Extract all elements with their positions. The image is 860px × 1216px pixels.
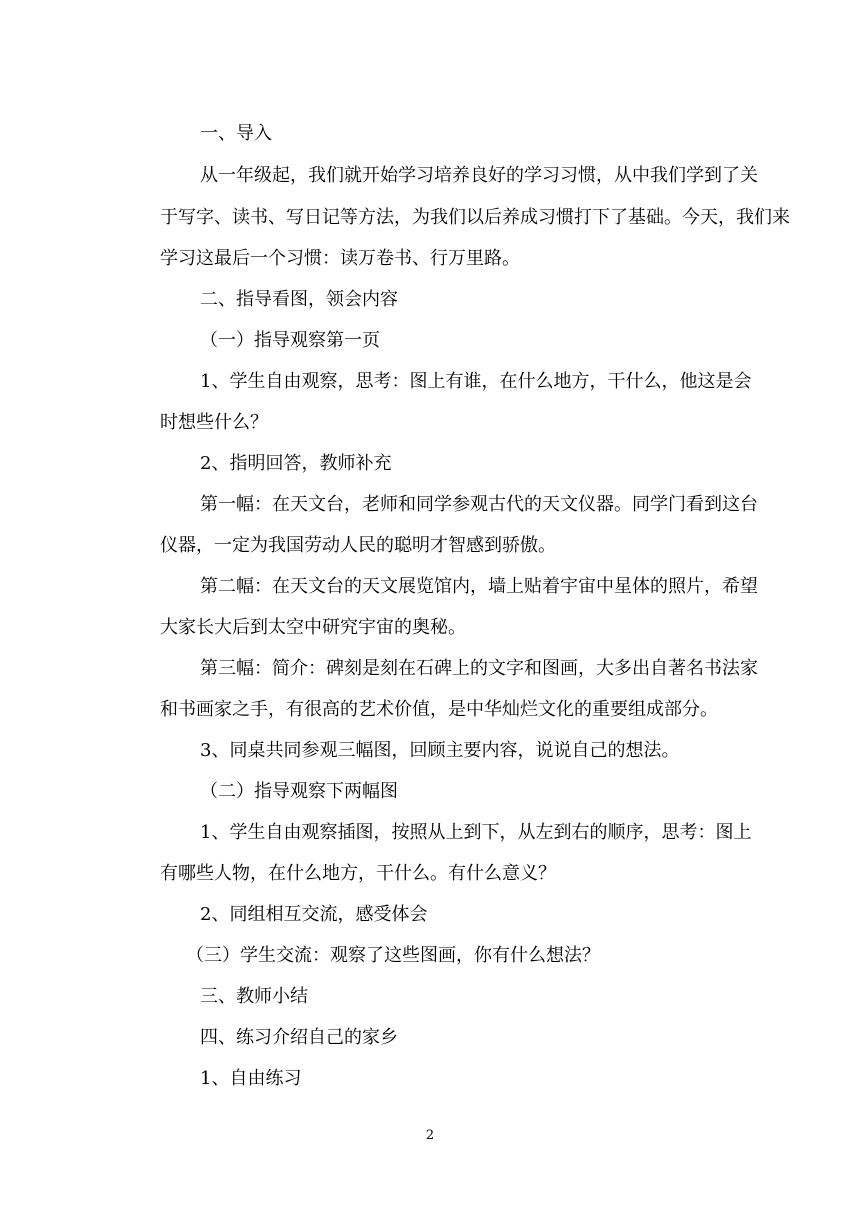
paragraph-line: 2、指明回答，教师补充	[200, 453, 392, 474]
paragraph-line: 学习这最后一个习惯：读万卷书、行万里路。	[160, 248, 520, 269]
paragraph-line: 于写字、读书、写日记等方法，为我们以后养成习惯打下了基础。今天，我们来	[160, 207, 790, 228]
paragraph-line: 大家长大后到太空中研究宇宙的奥秘。	[160, 617, 466, 638]
paragraph-line: 3、同桌共同参观三幅图，回顾主要内容，说说自己的想法。	[200, 740, 680, 761]
paragraph-line: 1、学生自由观察插图，按照从上到下，从左到右的顺序，思考：图上	[200, 822, 752, 843]
paragraph-line: 和书画家之手，有很高的艺术价值，是中华灿烂文化的重要组成部分。	[160, 699, 718, 720]
paragraph-line: 有哪些人物，在什么地方，干什么。有什么意义？	[160, 863, 556, 884]
page-number: 2	[425, 1128, 435, 1143]
paragraph-line: 第一幅：在天文台，老师和同学参观古代的天文仪器。同学门看到这台	[200, 494, 758, 515]
paragraph-line: 第二幅：在天文台的天文展览馆内，墙上贴着宇宙中星体的照片，希望	[200, 576, 758, 597]
heading-intro: 一、导入	[200, 123, 272, 144]
paragraph-line: 从一年级起，我们就开始学习培养良好的学习习惯，从中我们学到了关	[200, 165, 758, 186]
heading-summary: 三、教师小结	[200, 986, 308, 1007]
heading-practice: 四、练习介绍自己的家乡	[200, 1027, 398, 1048]
paragraph-line: 1、学生自由观察，思考：图上有谁，在什么地方，干什么，他这是会	[200, 371, 752, 392]
paragraph-line: 时想些什么？	[160, 412, 268, 433]
paragraph-line: 第三幅：简介：碑刻是刻在石碑上的文字和图画，大多出自著名书法家	[200, 658, 758, 679]
subheading-second: （二）指导观察下两幅图	[200, 781, 398, 802]
paragraph-line: 仪器，一定为我国劳动人民的聪明才智感到骄傲。	[160, 535, 556, 556]
subheading-first-page: （一）指导观察第一页	[200, 330, 380, 351]
subheading-third: （三）学生交流：观察了这些图画，你有什么想法？	[186, 945, 600, 966]
paragraph-line: 1、自由练习	[200, 1068, 302, 1089]
heading-guide: 二、指导看图，领会内容	[200, 289, 398, 310]
paragraph-line: 2、同组相互交流，感受体会	[200, 904, 428, 925]
